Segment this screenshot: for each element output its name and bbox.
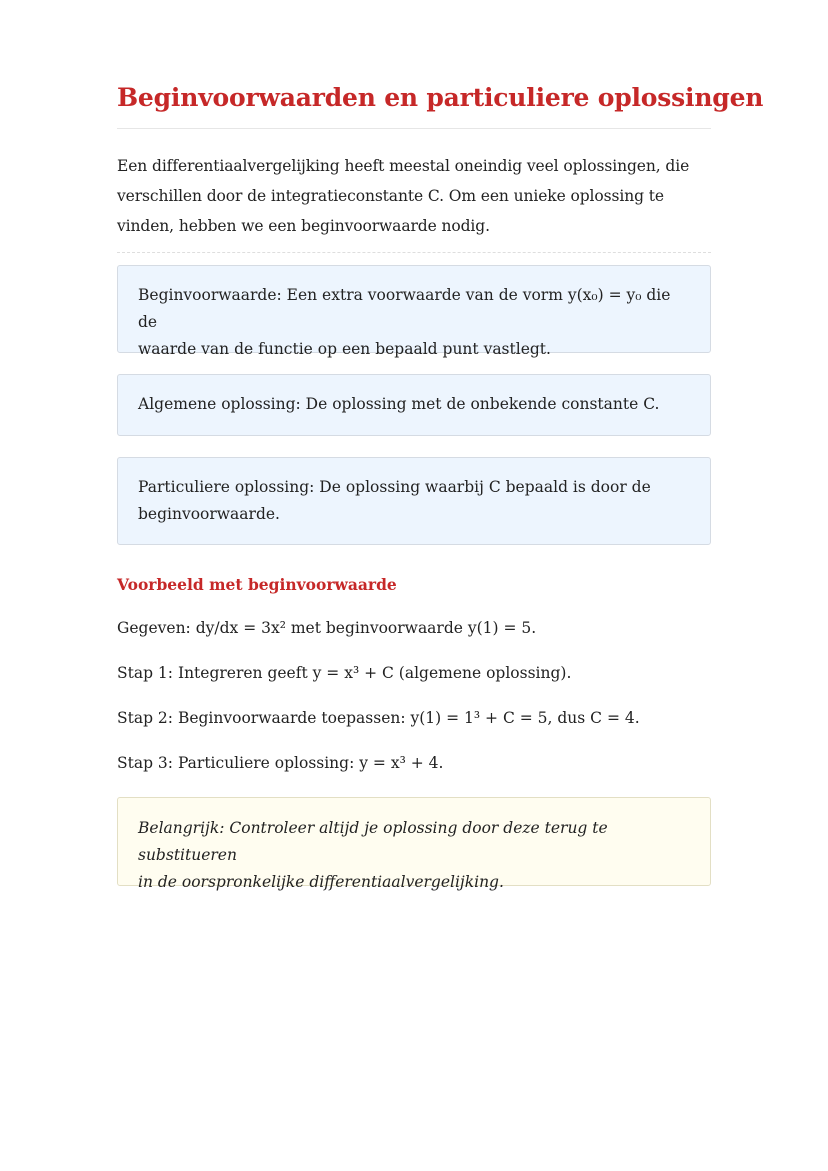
definition-line: waarde van de functie op een bepaald punt vastlegt.	[138, 340, 551, 358]
intro-paragraph	[117, 151, 711, 241]
definition-line: Particuliere oplossing: De oplossing waarbij C bepaald is door de	[138, 478, 651, 496]
example-step-2: Stap 2: Beginvoorwaarde toepassen: y(1) = 1³ + C = 5, dus C = 4.	[117, 709, 640, 727]
definition-box-particuliere-oplossing	[117, 457, 711, 545]
intro-line-3: vinden, hebben we een beginvoorwaarde nodig.	[117, 217, 490, 235]
intro-line-2: verschillen door de integratieconstante C. Om een unieke oplossing te	[117, 187, 664, 205]
definition-line: Algemene oplossing: De oplossing met de onbekende constante C.	[138, 395, 660, 413]
definition-box-algemene-oplossing	[117, 374, 711, 436]
page-title: Beginvoorwaarden en particuliere oplossingen	[117, 78, 711, 129]
example-given: Gegeven: dy/dx = 3x² met beginvoorwaarde y(1) = 5.	[117, 619, 537, 637]
intro-line-1: Een differentiaalvergelijking heeft meestal oneindig veel oplossingen, die	[117, 157, 690, 175]
example-step-1: Stap 1: Integreren geeft y = x³ + C (algemene oplossing).	[117, 664, 572, 682]
definition-box-beginvoorwaarde	[117, 265, 711, 358]
example-heading: Voorbeeld met beginvoorwaarde	[117, 575, 397, 594]
definition-line: beginvoorwaarde.	[138, 505, 280, 523]
example-step-3: Stap 3: Particuliere oplossing: y = x³ + 4.	[117, 754, 444, 772]
document-page	[117, 78, 764, 891]
note-line-2: in de oorspronkelijke differentiaalvergelijking.	[138, 873, 504, 891]
note-line-1: Belangrijk: Controleer altijd je oplossing door deze terug te substitueren	[138, 819, 608, 864]
important-note-box	[117, 797, 711, 891]
section-divider	[117, 252, 711, 253]
definition-line: Beginvoorwaarde: Een extra voorwaarde van de vorm y(x₀) = y₀ die de	[138, 286, 671, 331]
